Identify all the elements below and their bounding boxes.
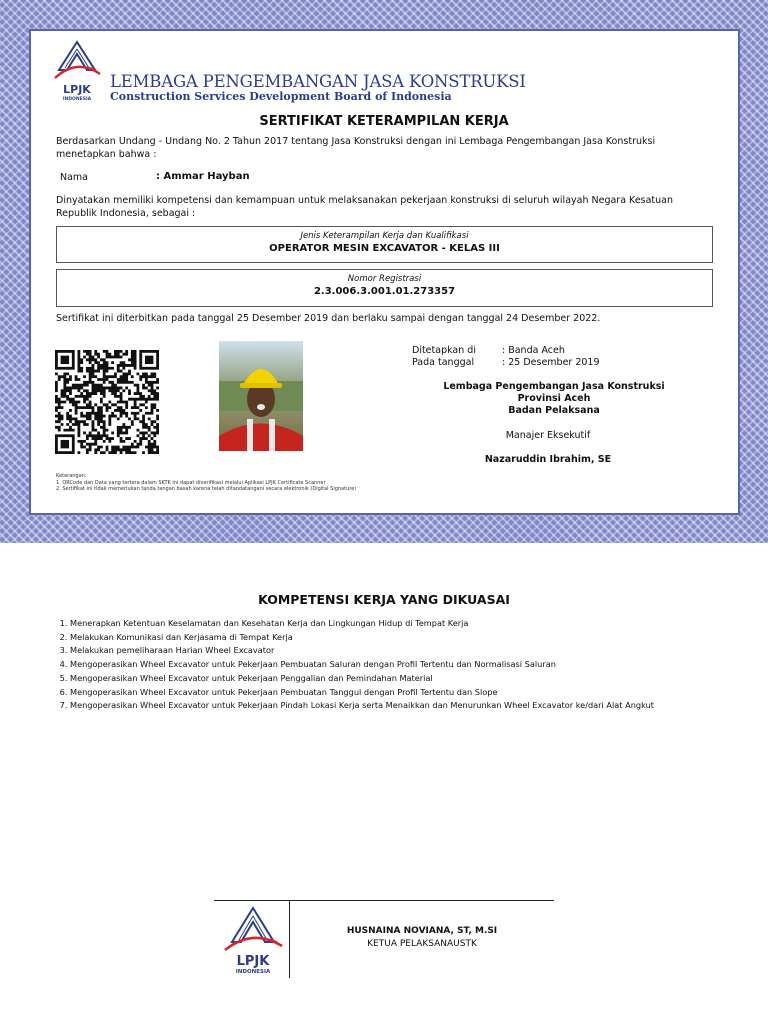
footer-logo-subtext: INDONESIA xyxy=(235,969,271,975)
qr-code xyxy=(55,350,159,454)
signature-divider xyxy=(214,900,554,901)
note-2: 2. Sertifikat ini tidak memerlukan tanda tangan basah karena telah ditandatangani secara elektronik (Digital Signature) xyxy=(56,486,357,492)
notes xyxy=(56,473,456,493)
certificate-title: SERTIFIKAT KETERAMPILAN KERJA xyxy=(259,114,509,129)
competency-list xyxy=(56,617,654,713)
issued-date-label: Pada tanggal xyxy=(412,357,475,368)
footer-signer-name: HUSNAINA NOVIANA, ST, M.SI xyxy=(346,926,498,936)
skill-value: OPERATOR MESIN EXCAVATOR - KELAS III xyxy=(269,243,500,254)
competency-item: 2. Melakukan Komunikasi dan Kerjasama di Tempat Kerja xyxy=(70,631,654,645)
notes-title: Keterangan: xyxy=(56,473,87,479)
lpjk-logo xyxy=(52,40,102,102)
logo-text: LPJK xyxy=(63,83,91,96)
signer-role: Manajer Eksekutif xyxy=(505,430,591,441)
registration-box xyxy=(56,269,713,307)
signer-name: Nazaruddin Ibrahim, SE xyxy=(484,454,612,465)
issued-at-label: Ditetapkan di xyxy=(412,345,476,356)
competency-item: 6. Mengoperasikan Wheel Excavator untuk Pekerjaan Pembuatan Tanggul dengan Profil Tertentu dan Slope xyxy=(70,686,654,700)
competency-item: 5. Mengoperasikan Wheel Excavator untuk Pekerjaan Penggalian dan Pemindahan Material xyxy=(70,672,654,686)
issuer-line-1: Lembaga Pengembangan Jasa Konstruksi xyxy=(443,381,665,392)
qr-finder-pattern xyxy=(55,350,75,370)
competencies-title: KOMPETENSI KERJA YANG DIKUASAI xyxy=(258,592,510,607)
registration-label: Nomor Registrasi xyxy=(347,274,422,284)
competency-item: 7. Mengoperasikan Wheel Excavator untuk Pekerjaan Pindah Lokasi Kerja serta Menaikkan dan Menurunkan Wheel Excavator ke/dari Alat Angkut xyxy=(70,699,654,713)
footer-logo-text: LPJK xyxy=(236,954,270,969)
issuer-line-3: Badan Pelaksana xyxy=(508,405,600,416)
competency-item: 1. Menerapkan Ketentuan Keselamatan dan Kesehatan Kerja dan Lingkungan Hidup di Tempat Kerja xyxy=(70,617,654,631)
holder-photo xyxy=(219,341,303,451)
statement-text: Dinyatakan memiliki kompetensi dan kemampuan untuk melaksanakan pekerjaan konstruksi di seluruh wilayah Negara Kesatuan Republik Indonesia, sebagai : xyxy=(56,195,674,219)
issued-date-value: : 25 Desember 2019 xyxy=(502,357,600,368)
skill-box xyxy=(56,226,713,263)
issuer-block xyxy=(398,381,710,417)
intro-text: Berdasarkan Undang - Undang No. 2 Tahun 2017 tentang Jasa Konstruksi dengan ini Lembaga Pengembangan Jasa Konstruksi menetapkan bahwa : xyxy=(56,136,656,160)
qr-finder-pattern xyxy=(139,350,159,370)
issued-at-value: : Banda Aceh xyxy=(502,345,565,356)
name-label: Nama xyxy=(60,172,89,183)
name-value: : Ammar Hayban xyxy=(156,171,250,182)
competency-item: 3. Melakukan pemeliharaan Harian Wheel Excavator xyxy=(70,644,654,658)
skill-label: Jenis Keterampilan Kerja dan Kualifikasi xyxy=(300,231,469,241)
issuer-line-2: Provinsi Aceh xyxy=(517,393,591,404)
footer-lpjk-logo xyxy=(222,906,284,976)
validity-text: Sertifikat ini diterbitkan pada tanggal 25 Desember 2019 dan berlaku sampai dengan tanggal 24 Desember 2022. xyxy=(56,313,601,324)
logo-subtext: INDONESIA xyxy=(62,97,92,102)
competency-item: 4. Mengoperasikan Wheel Excavator untuk Pekerjaan Pembuatan Saluran dengan Profil Tertentu dan Normalisasi Saluran xyxy=(70,658,654,672)
footer-signer-role: KETUA PELAKSANAUSTK xyxy=(367,939,477,949)
qr-finder-pattern xyxy=(55,434,75,454)
note-1: 1. QRCode dan Data yang tertera dalam SKTK ini dapat diverifikasi melalui Aplikasi LPJK Certificate Scanner xyxy=(56,479,326,486)
org-name: LEMBAGA PENGEMBANGAN JASA KONSTRUKSI xyxy=(110,72,526,91)
org-name-en: Construction Services Development Board of Indonesia xyxy=(110,90,452,103)
registration-value: 2.3.006.3.001.01.273357 xyxy=(313,286,456,297)
